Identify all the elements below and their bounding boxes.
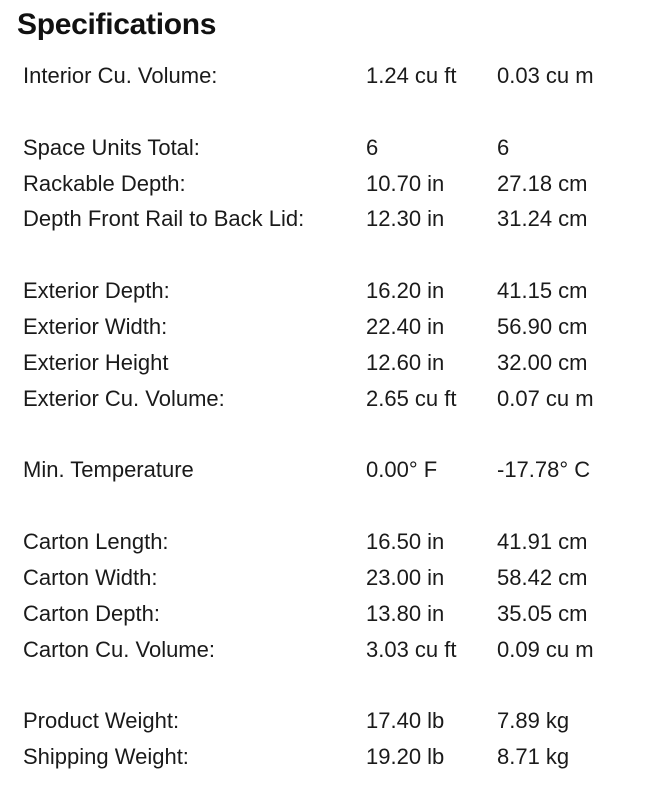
spec-row: [23, 596, 633, 632]
specifications-table: [23, 58, 633, 811]
spec-row: [23, 345, 633, 381]
spec-metric-value: 0.07 cu m: [497, 385, 594, 411]
spec-group: [23, 452, 633, 488]
spec-metric-value: 56.90 cm: [497, 313, 588, 339]
spec-imperial-value: 6: [366, 134, 379, 160]
spec-metric-value: 32.00 cm: [497, 349, 588, 375]
spec-imperial-value: 23.00 in: [366, 564, 445, 590]
spec-metric-value: 31.24 cm: [497, 206, 588, 232]
spec-label: Rackable Depth:: [23, 170, 186, 196]
spec-imperial-value: 13.80 in: [366, 600, 445, 626]
spec-row: [23, 739, 633, 775]
spec-row: [23, 452, 633, 488]
spec-label: Space Units Total:: [23, 134, 200, 160]
spec-row: [23, 703, 633, 739]
spec-group: [23, 58, 633, 94]
spec-metric-value: 41.91 cm: [497, 529, 588, 555]
spec-imperial-value: 19.20 lb: [366, 744, 445, 770]
spec-row: [23, 560, 633, 596]
spec-metric-value: 7.89 kg: [497, 708, 570, 734]
spec-imperial-value: 12.60 in: [366, 349, 445, 375]
spec-label: Carton Depth:: [23, 600, 160, 626]
spec-group: [23, 703, 633, 775]
spec-metric-value: 0.03 cu m: [497, 63, 594, 88]
spec-metric-value: 27.18 cm: [497, 170, 588, 196]
spec-metric-value: 35.05 cm: [497, 600, 588, 626]
spec-label: Depth Front Rail to Back Lid:: [23, 206, 305, 232]
page-title: Specifications: [17, 8, 217, 41]
spec-row: [23, 632, 633, 668]
spec-label: Carton Width:: [23, 564, 158, 590]
spec-row: [23, 309, 633, 345]
spec-label: Exterior Height: [23, 349, 169, 375]
spec-metric-value: 0.09 cu m: [497, 636, 594, 662]
spec-row: [23, 58, 633, 94]
spec-imperial-value: 16.50 in: [366, 529, 445, 555]
spec-metric-value: 6: [497, 134, 510, 160]
spec-label: Product Weight:: [23, 708, 180, 734]
spec-group: [23, 524, 633, 667]
spec-row: [23, 524, 633, 560]
spec-row: [23, 201, 633, 237]
spec-label: Exterior Depth:: [23, 278, 170, 304]
spec-row: [23, 166, 633, 202]
spec-imperial-value: 12.30 in: [366, 206, 445, 232]
spec-metric-value: -17.78° C: [497, 457, 591, 483]
spec-group: [23, 273, 633, 416]
spec-label: Shipping Weight:: [23, 744, 189, 770]
spec-row: [23, 381, 633, 417]
spec-row: [23, 130, 633, 166]
spec-label: Exterior Width:: [23, 313, 168, 339]
spec-imperial-value: 16.20 in: [366, 278, 445, 304]
spec-label: Min. Temperature: [23, 457, 194, 483]
spec-imperial-value: 1.24 cu ft: [366, 63, 457, 88]
spec-label: Interior Cu. Volume:: [23, 63, 218, 88]
spec-label: Exterior Cu. Volume:: [23, 385, 225, 411]
spec-metric-value: 58.42 cm: [497, 564, 588, 590]
spec-imperial-value: 10.70 in: [366, 170, 445, 196]
spec-label: Carton Cu. Volume:: [23, 636, 215, 662]
spec-imperial-value: 22.40 in: [366, 313, 445, 339]
spec-imperial-value: 3.03 cu ft: [366, 636, 457, 662]
spec-metric-value: 41.15 cm: [497, 278, 588, 304]
spec-row: [23, 273, 633, 309]
spec-imperial-value: 17.40 lb: [366, 708, 445, 734]
spec-group: [23, 130, 633, 237]
spec-label: Carton Length:: [23, 529, 169, 555]
spec-imperial-value: 0.00° F: [366, 457, 438, 483]
spec-imperial-value: 2.65 cu ft: [366, 385, 457, 411]
spec-metric-value: 8.71 kg: [497, 744, 570, 770]
